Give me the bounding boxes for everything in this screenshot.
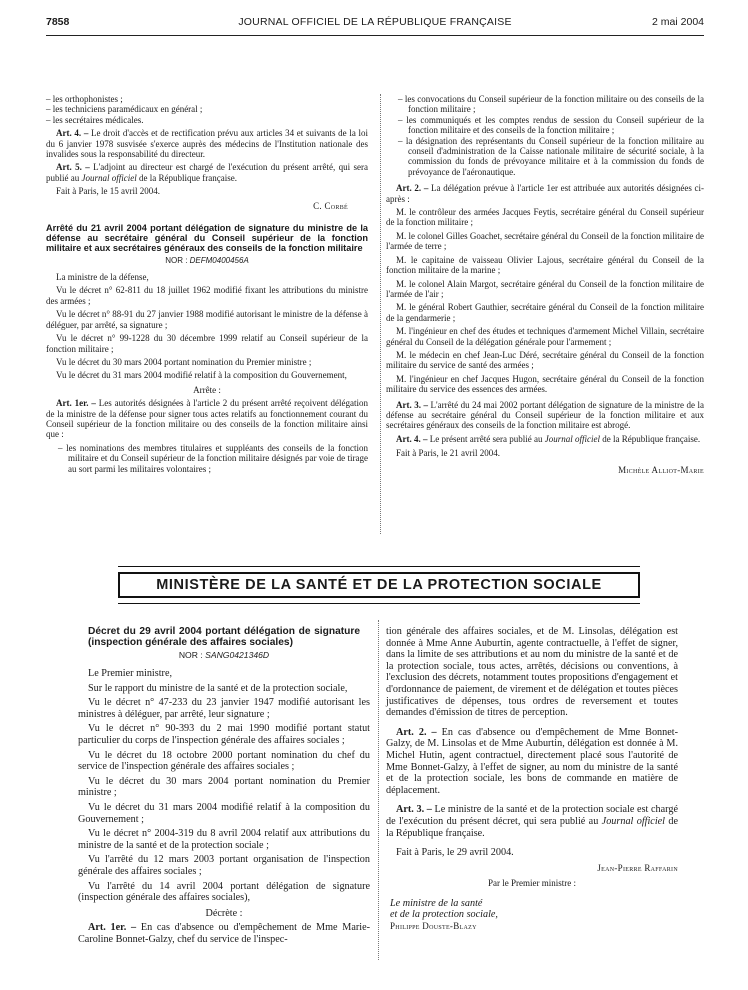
decree-title: Décret du 29 avril 2004 portant délégation de signature (inspection générale des affaires sociales) (88, 626, 360, 649)
paragraph: Vu le décret du 31 mars 2004 modifié relatif à la composition du Gouvernement, (56, 370, 347, 381)
article-3 (386, 400, 704, 431)
list-item: – les communiqués et les comptes rendus de session du Conseil supérieur de la fonction militaire et des conseils de la fonction militaire ; (398, 114, 704, 136)
signature: Michèle Alliot-Marie (618, 464, 704, 475)
issue-date: 2 mai 2004 (652, 16, 704, 28)
list-item: – les convocations du Conseil supérieur de la fonction militaire ou des conseils de la fonction militaire ; (398, 94, 704, 115)
officer-entry: M. l'ingénieur en chef Jacques Hugon, secrétaire général du Conseil de la fonction militaire du service des essences des armées. (386, 373, 704, 395)
article-label: Art. 1er. – (56, 398, 96, 409)
minister-block (386, 898, 678, 933)
list-item: – les secrétaires médicales. (46, 114, 144, 125)
paragraph: Vu l'arrêté du 12 mars 2003 portant organisation de l'inspection générale des affaires sociales ; (78, 854, 370, 877)
nor-label: NOR : (165, 255, 190, 265)
article-label: Art. 2. – (396, 726, 437, 738)
nor-label: NOR : (178, 650, 206, 661)
article-text: Le ministre de la santé et de la protection sociale est chargé de l'exécution du présent décret, qui sera publié au (386, 804, 678, 827)
paragraph: Vu le décret n° 62-811 du 18 juillet 1962 modifié fixant les attributions du ministre des armées ; (46, 285, 368, 306)
article-label: Art. 3. – (396, 399, 428, 410)
article-text: Le présent arrêté sera publié au (427, 433, 545, 444)
list-item: – la désignation des représentants du Conseil supérieur de la fonction militaire au conseil d'administration de la Caisse nationale militaire de sécurité sociale, à la commission du fonds de prévoyance militaire et à la commission du fonds de prévoyance de l'aéronautique. (398, 135, 704, 177)
officer-entry: M. l'ingénieur en chef des études et techniques d'armement Michel Villain, secrétaire général du Conseil de la délégation générale pour l'armement ; (386, 326, 704, 347)
officer-entry: M. le capitaine de vaisseau Olivier Lajous, secrétaire général du Conseil de la fonction militaire de la marine ; (386, 254, 704, 276)
page-header (46, 16, 704, 32)
article-label: Art. 5. – (56, 162, 90, 173)
article-label: Art. 1er. – (88, 922, 137, 934)
paragraph: tion générale des affaires sociales, et de M. Linsolas, délégation est donnée à Mme Anne Auburtin, agente contractuelle, à l'effet de signer, dans la limite de ses attributions et au nom du ministre de la santé et de la protection sociale, tous actes, arrêtés, décisions ou conventions, à l'exclusion des décrets, notamment toutes propositions d'engagement et d'ordonnance de paiement, de virement et de délégation et toutes pièces justificatives de dépenses, tous ordres de reversement et toutes demandes d'émission de titres de perception. (386, 626, 678, 719)
column-separator (378, 620, 379, 960)
column-separator (380, 94, 381, 534)
officer-entry: M. le médecin en chef Jean-Luc Déré, secrétaire général du Conseil de la fonction militaire du service de santé des armées ; (386, 349, 704, 371)
paragraph: Sur le rapport du ministre de la santé et de la protection sociale, (88, 682, 348, 694)
paragraph: Vu le décret du 31 mars 2004 modifié relatif à la composition du Gouvernement ; (78, 801, 370, 825)
page-number: 7858 (46, 16, 70, 28)
article-label: Art. 4. – (396, 433, 428, 444)
article-text: En cas d'absence ou d'empêchement de Mme Marie-Caroline Bonnet-Galzy, chef du service de l'inspec- (78, 922, 370, 945)
list-item: – les orthophonistes ; (46, 94, 123, 104)
par-premier-ministre: Par le Premier ministre : (488, 878, 576, 889)
article-2 (386, 183, 704, 204)
article-text: de la République française. (136, 172, 237, 183)
paragraph: Vu le décret n° 2004-319 du 8 avril 2004 relatif aux attributions du ministre de la santé et de la protection sociale ; (78, 828, 370, 851)
top-right-column (386, 94, 704, 479)
decrete-heading: Décrète : (205, 907, 243, 919)
article-2 (386, 727, 678, 797)
paragraph: Vu le décret n° 99-1228 du 30 décembre 1999 relatif au Conseil supérieur de la fonction militaire ; (46, 333, 368, 354)
article-4 (386, 434, 704, 444)
officer-entry: M. le général Robert Gauthier, secrétaire général du Conseil de la fonction militaire de la gendarmerie ; (386, 302, 704, 323)
nor-reference (46, 256, 368, 266)
paragraph: Vu le décret n° 47-233 du 23 janvier 1947 modifié autorisant les ministres à déléguer, par arrêté, leur signature ; (78, 697, 370, 720)
fait-line: Fait à Paris, le 29 avril 2004. (396, 847, 514, 859)
list-item: – les techniciens paramédicaux en général ; (46, 104, 203, 115)
article-text: La délégation prévue à l'article 1er est attribuée aux autorités désignées ci-après : (386, 183, 704, 204)
minister-title-line: et de la protection sociale, (390, 909, 498, 921)
article-3 (386, 804, 678, 839)
nor-code: DEFM0400456A (189, 255, 249, 265)
bottom-left-column (78, 618, 370, 948)
article-text: Le droit d'accès et de rectification prévu aux articles 34 et suivants de la loi du 6 janvier 1978 susvisée s'exerce auprès des médecins de l'Institution nationale des invalides sous la responsabilité du directeur. (46, 128, 368, 160)
paragraph: Vu le décret du 30 mars 2004 portant nomination du Premier ministre ; (56, 356, 312, 367)
nor-reference (78, 650, 370, 662)
article-1 (46, 398, 368, 440)
paragraph: Vu le décret du 30 mars 2004 portant nomination du Premier ministre ; (78, 775, 370, 799)
signature: Jean-Pierre Raffarin (597, 862, 678, 873)
journal-reference: Journal officiel (544, 433, 600, 444)
minister-name: Philippe Douste-Blazy (390, 921, 477, 932)
officer-entry: M. le colonel Alain Margot, secrétaire général du Conseil de la fonction militaire de l'armée de l'air ; (386, 278, 704, 299)
article-text: de la République française. (386, 815, 678, 839)
minister-title-line: Le ministre de la santé (390, 897, 483, 909)
paragraph: Vu le décret du 18 octobre 2000 portant nomination du chef du service de l'inspection générale des affaires sociales ; (78, 749, 370, 773)
list-item: – les nominations des membres titulaires et suppléants des conseils de la fonction militaire et du Conseil supérieur de la fonction militaire désignés par voie de tirage au sort parmi les militaires volontaires ; (58, 442, 368, 474)
article-1 (78, 922, 370, 945)
article-text: L'adjoint au directeur est chargé de l'exécution du présent arrêté, qui sera publié au (46, 162, 368, 183)
paragraph: Vu l'arrêté du 14 avril 2004 portant délégation de signature (inspection générale des affaires sociales), (78, 880, 370, 904)
paragraph: Vu le décret n° 90-393 du 2 mai 1990 modifié portant statut particulier du corps de l'inspection générale des affaires sociales ; (78, 723, 370, 746)
article-label: Art. 2. – (396, 183, 429, 194)
nor-code: SANG0421346D (205, 650, 270, 661)
article-text: L'arrêté du 24 mai 2002 portant délégation de signature de la ministre de la défense au secrétaire général du Conseil supérieur de la fonction militaire et aux secrétaires généraux des conseils de la fonction militaire est abrogé. (386, 399, 705, 431)
signature: C. Corbé (313, 200, 348, 211)
article-text: En cas d'absence ou d'empêchement de Mme Bonnet-Galzy, de M. Linsolas et de Mme Auburtin, délégation est donnée à M. Michel Hutin, agent contractuel, directement placé sous l'autorité de Mme Bonnet-Galzy, à l'effet de signer, au nom du ministre de la santé et de la protection sociale, les bons de commande en matière de déplacement. (386, 726, 678, 796)
journal-title: JOURNAL OFFICIEL DE LA RÉPUBLIQUE FRANÇAISE (238, 16, 512, 28)
banner-rule-top (118, 566, 640, 567)
article-label: Art. 3. – (396, 804, 432, 816)
banner-rule-bottom (118, 603, 640, 604)
officer-entry: M. le colonel Gilles Goachet, secrétaire général du Conseil de la fonction militaire de l'armée de terre ; (386, 230, 704, 252)
article-text: Les autorités désignées à l'article 2 du présent arrêté reçoivent délégation de la ministre de la défense pour signer tous actes relatifs au fonctionnement courant du Conseil supérieur de la fonction militaire ou des conseils de la fonction militaire ainsi que : (46, 398, 368, 440)
header-rule (46, 35, 704, 36)
top-left-column (46, 94, 368, 474)
fait-line: Fait à Paris, le 21 avril 2004. (396, 448, 500, 459)
paragraph: Le Premier ministre, (88, 668, 173, 679)
bottom-right-column (386, 626, 678, 933)
article-label: Art. 4. – (56, 128, 89, 139)
article-4 (46, 128, 368, 159)
article-5 (46, 162, 368, 183)
journal-reference: Journal officiel (81, 172, 137, 183)
article-text: de la République française. (599, 433, 701, 444)
journal-reference: Journal officiel (601, 815, 666, 827)
paragraph: La ministre de la défense, (56, 272, 149, 283)
fait-line: Fait à Paris, le 15 avril 2004. (56, 186, 160, 197)
ministry-banner: MINISTÈRE DE LA SANTÉ ET DE LA PROTECTION SOCIALE (118, 572, 640, 598)
arrete-heading: Arrête : (193, 384, 221, 395)
officer-entry: M. le contrôleur des armées Jacques Feytis, secrétaire général du Conseil supérieur de la fonction militaire ; (386, 207, 704, 228)
decree-title: Arrêté du 21 avril 2004 portant délégation de signature du ministre de la défense au secrétaire général du Conseil supérieur de la fonction militaire et aux secrétaires généraux des conseils de la fonction militaire (46, 223, 368, 254)
paragraph: Vu le décret n° 88-91 du 27 janvier 1988 modifié autorisant le ministre de la défense à déléguer, par arrêté, sa signature ; (46, 309, 368, 330)
